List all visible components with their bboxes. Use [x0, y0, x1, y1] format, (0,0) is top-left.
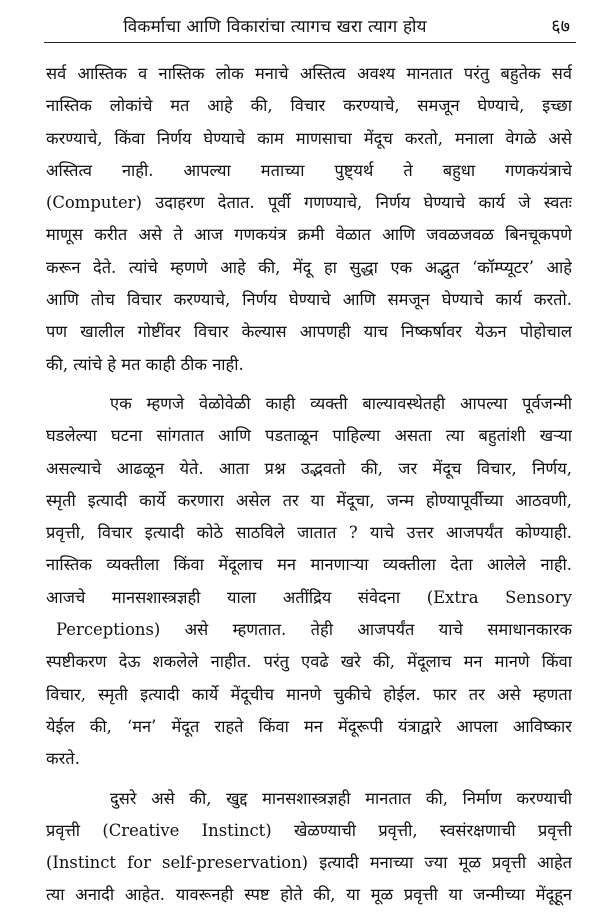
text-line: स्मृती इत्यादी कार्ये करणारा असेल तर या मेंदूचा, जन्म होण्यापूर्वीच्या आठवणी,: [46, 490, 572, 510]
text-line: आणि तोच विचार करण्याचे, निर्णय घेण्याचे आणि समजून घेण्याचे कार्य करतो.: [46, 290, 572, 310]
text-line: असल्याचे आढळून येते. आता प्रश्न उद्भवतो की, जर मेंदूच विचार, निर्णय,: [46, 458, 572, 478]
running-header: [44, 8, 576, 42]
body-text: [46, 58, 572, 919]
paragraph-2: [46, 388, 572, 776]
text-line: नास्तिक लोकांचे मत आहे की, विचार करण्याचे, समजून घेण्याचे, इच्छा: [46, 96, 572, 116]
text-line: दुसरे असे की, खुद्द मानसशास्त्रज्ञही मानतात की, निर्माण करण्याची: [110, 788, 572, 808]
paragraph-1: [46, 58, 572, 381]
page-number: ६७: [551, 16, 570, 37]
text-line: करण्याचे, किंवा निर्णय घेण्याचे काम माणसाचा मेंदूच करतो, मनाला वेगळे असे: [46, 128, 572, 148]
chapter-title: विकर्माचा आणि विकारांचा त्यागच खरा त्याग होय: [123, 17, 427, 37]
text-line: (Instinct for self-preservation) इत्यादी मनाच्या ज्या मूळ प्रवृत्ती आहेत: [46, 853, 572, 873]
text-line: नास्तिक व्यक्तीला किंवा मेंदूलाच मन मानणाऱ्या व्यक्तीला देता आलेले नाही.: [46, 555, 572, 575]
text-line: माणूस करीत असे ते आज गणकयंत्र क्रमी वेळात आणि जवळजवळ बिनचूकपणे: [46, 225, 572, 245]
text-line: (Computer) उदाहरण देतात. पूर्वी गणण्याचे, निर्णय घेण्याचे कार्य जे स्वतः: [46, 193, 572, 213]
text-line: घडलेल्या घटना सांगतात आणि पडताळून पाहिल्या असता त्या बहुतांशी खऱ्या: [46, 426, 572, 446]
text-line: त्या अनादी आहेत. यावरूनही स्पष्ट होते की, या मूळ प्रवृत्ती या जन्मीच्या मेंदूहून: [46, 885, 572, 905]
text-line: Perceptions) असे म्हणतात. तेही आजपर्यंत याचे समाधानकारक: [56, 620, 572, 640]
paragraph-3: [46, 783, 572, 912]
text-line: अस्तित्व नाही. आपल्या मताच्या पुष्ट्यर्थ ते बहुधा गणकयंत्राचे: [46, 160, 572, 180]
text-line: एक म्हणजे वेळोवेळी काही व्यक्ती बाल्यावस्थेतही आपल्या पूर्वजन्मी: [110, 393, 572, 413]
text-line: आजचे मानसशास्त्रज्ञही याला अतींद्रिय संवेदना (Extra Sensory: [46, 587, 572, 607]
text-line: करून देते. त्यांचे म्हणणे आहे की, मेंदू हा सुद्धा एक अद्भुत ‘कॉम्प्यूटर’ आहे: [46, 257, 572, 277]
header-divider: [44, 42, 576, 43]
text-line: पण खालील गोष्टींवर विचार केल्यास आपणही याच निष्कर्षावर येऊन पोहोचाल: [46, 322, 572, 342]
text-line: स्पष्टीकरण देऊ शकलेले नाहीत. परंतु एवढे खरे की, मेंदूलाच मन मानणे किंवा: [46, 652, 572, 672]
text-line: प्रवृत्ती (Creative Instinct) खेळण्याची प्रवृत्ती, स्वसंरक्षणाची प्रवृत्ती: [46, 820, 572, 840]
text-line: करते.: [46, 749, 80, 769]
text-line: प्रवृत्ती, विचार इत्यादी कोठे साठविले जातात ? याचे उत्तर आजपर्यंत कोण्याही.: [46, 523, 572, 543]
text-line: सर्व आस्तिक व नास्तिक लोक मनाचे अस्तित्व अवश्य मानतात परंतु बहुतेक सर्व: [46, 64, 572, 83]
text-line: विचार, स्मृती इत्यादी कार्ये मेंदूचीच मानणे चुकीचे होईल. फार तर असे म्हणता: [46, 684, 572, 704]
text-line: येईल की, ‘मन’ मेंदूत राहते किंवा मन मेंदूरूपी यंत्राद्वारे आपला आविष्कार: [46, 716, 572, 736]
text-line: की, त्यांचे हे मत काही ठीक नाही.: [46, 354, 244, 374]
